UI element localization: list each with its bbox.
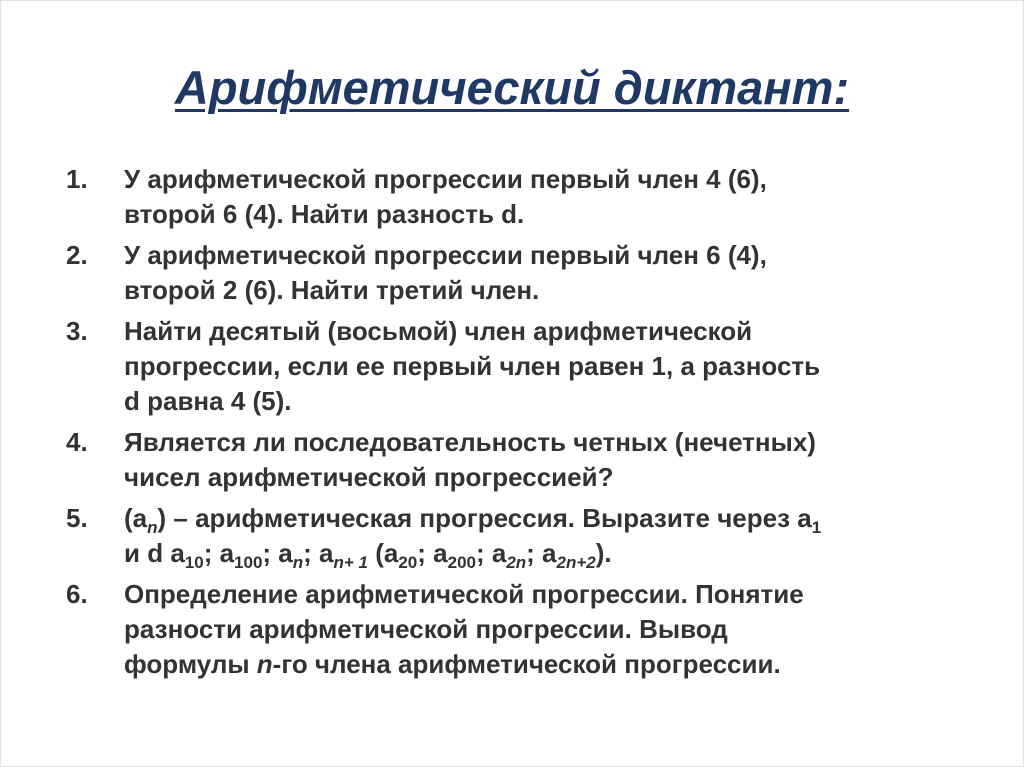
task-line: второй 2 (6). Найти третий член.: [124, 275, 540, 305]
task-line: Найти десятый (восьмой) член арифметической: [124, 316, 753, 346]
task-line: У арифметической прогрессии первый член 4 (6),: [124, 164, 767, 194]
task-fragment: формулы: [124, 649, 257, 679]
task-line: прогрессии, если ее первый член равен 1, а разность: [124, 351, 821, 381]
math-subscript: 200: [447, 553, 476, 572]
task-line: [124, 536, 966, 571]
task-text: [124, 162, 966, 232]
slide-title: [0, 58, 1024, 118]
math-subscript: 2n: [506, 553, 527, 572]
math-subscript: 2n+2: [556, 553, 596, 572]
task-line: [124, 501, 966, 536]
task-number: 6.: [66, 579, 88, 609]
math-subscript: n+ 1: [333, 553, 368, 572]
math-subscript: n: [292, 553, 304, 572]
task-line: [124, 647, 966, 682]
math-fragment: ; a: [526, 538, 557, 568]
task-line: Определение арифметической прогрессии. Понятие: [124, 579, 804, 609]
task-text: [124, 238, 966, 308]
task-line: чисел арифметической прогрессией?: [124, 462, 614, 492]
task-item-4: [66, 425, 966, 495]
math-subscript: 20: [398, 553, 418, 572]
math-fragment: ; a: [262, 538, 293, 568]
task-number: 2.: [66, 240, 88, 270]
math-fragment: a: [132, 503, 148, 533]
task-item-6: [66, 577, 966, 682]
task-number: 1.: [66, 164, 88, 194]
math-fragment: ) – арифметическая прогрессия. Выразите через a: [157, 503, 812, 533]
math-fragment: ; a: [475, 538, 507, 568]
task-text: [124, 501, 966, 571]
math-subscript: 1: [811, 518, 822, 537]
task-number: 5.: [66, 503, 88, 533]
math-fragment: ; a: [303, 538, 334, 568]
task-line: d равна 4 (5).: [124, 386, 292, 416]
task-line: разности арифметической прогрессии. Вывод: [124, 614, 728, 644]
task-fragment: -го члена арифметической прогрессии.: [272, 649, 781, 679]
task-text: [124, 425, 966, 495]
task-text: [124, 314, 966, 419]
math-fragment: ; a: [203, 538, 235, 568]
task-text: [124, 577, 966, 682]
task-item-5: [66, 501, 966, 571]
task-number: 4.: [66, 427, 88, 457]
task-line: У арифметической прогрессии первый член 6 (4),: [124, 240, 767, 270]
slide-title-text: Арифметический диктант:: [174, 61, 850, 114]
math-subscript: 10: [184, 553, 204, 572]
math-fragment: (a: [368, 538, 399, 568]
task-number: 3.: [66, 316, 88, 346]
task-fragment-italic: n: [256, 649, 273, 679]
math-fragment: ; a: [417, 538, 448, 568]
task-line: второй 6 (4). Найти разность d.: [124, 199, 525, 229]
math-fragment: ).: [595, 538, 612, 568]
task-list: [66, 162, 966, 688]
math-fragment: и d a: [124, 538, 185, 568]
task-item-3: [66, 314, 966, 419]
task-line: Является ли последовательность четных (нечетных): [124, 427, 816, 457]
math-subscript: 100: [234, 553, 263, 572]
task-item-1: [66, 162, 966, 232]
math-fragment: (: [124, 503, 133, 533]
task-item-2: [66, 238, 966, 308]
math-subscript: n: [147, 518, 158, 537]
